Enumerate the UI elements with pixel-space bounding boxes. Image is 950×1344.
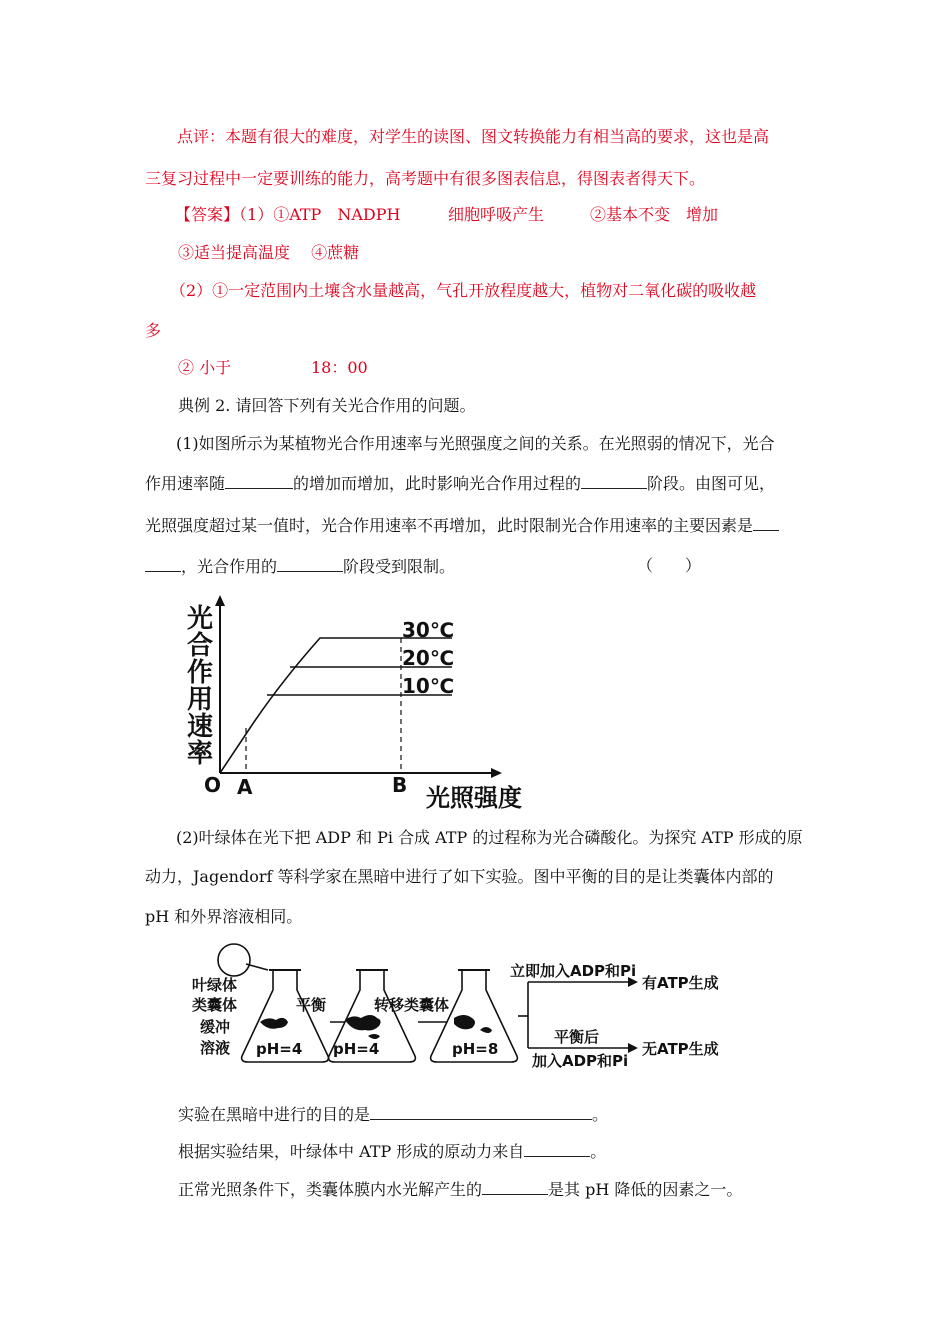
- y-label-char-3: 作: [186, 658, 214, 688]
- fill-1-text: 实验在黑暗中进行的目的是: [178, 1105, 371, 1124]
- step-2-label: 转移类囊体: [374, 996, 450, 1014]
- q2-line-2: 动力，Jagendorf 等科学家在黑暗中进行了如下实验。图中平衡的目的是让类囊体内部的: [145, 867, 774, 886]
- step-1-label: 平衡: [296, 996, 327, 1014]
- answer-p1-a: （1）①ATP NADPH: [239, 205, 401, 224]
- fill-line-1: [178, 1103, 608, 1126]
- q1-blank-3b[interactable]: [145, 555, 181, 572]
- q1-line-3-text: 光照强度超过某一值时，光合作用速率不再增加，此时限制光合作用速率的主要因素是: [145, 516, 754, 535]
- y-label-char-1: 光: [186, 604, 214, 634]
- y-label-char-5: 速: [186, 712, 214, 742]
- q1-line-4-a: ，光合作用的: [181, 557, 278, 576]
- fill-3-a: 正常光照条件下，类囊体膜内水光解产生的: [178, 1180, 483, 1199]
- origin-label: O: [204, 773, 222, 797]
- fill-3-b: 是其 pH 降低的因素之一。: [548, 1180, 743, 1199]
- fill-line-2: [178, 1140, 606, 1163]
- branch-bottom-label-2: 加入ADP和Pi: [532, 1052, 629, 1070]
- tick-label-b: B: [392, 773, 408, 797]
- fill-blank-3[interactable]: [482, 1178, 548, 1195]
- comment-line-2: 三复习过程中一定要训练的能力，高考题中有很多图表信息，得图表者得天下。: [145, 169, 706, 188]
- y-label-char-4: 用: [186, 685, 214, 715]
- fill-2-end: 。: [590, 1142, 607, 1161]
- q2-line-1: (2)叶绿体在光下把 ADP 和 Pi 合成 ATP 的过程称为光合磷酸化。为探究 ATP 形成的原: [176, 828, 803, 847]
- label-line-2: 类囊体: [192, 996, 238, 1014]
- label-line-4: 溶液: [200, 1039, 231, 1057]
- curve-label-10c: 10℃: [402, 674, 455, 698]
- answer-p2-c-a: ② 小于: [178, 358, 232, 377]
- fill-line-3: [178, 1178, 742, 1201]
- y-axis-arrow: [215, 595, 225, 606]
- q1-line-4-b: 阶段受到限制。: [343, 557, 456, 576]
- label-line-1: 叶绿体: [192, 976, 238, 994]
- branch-top-result: 有ATP生成: [642, 974, 719, 992]
- question-title: 典例 2. 请回答下列有关光合作用的问题。: [178, 396, 476, 415]
- flask-1-ph: pH=4: [256, 1040, 303, 1058]
- q1-line-3: [145, 514, 779, 537]
- answer-tag: 【答案】: [175, 205, 240, 224]
- fill-blank-2[interactable]: [524, 1140, 590, 1157]
- answer-p1-b: 细胞呼吸产生: [448, 205, 545, 224]
- answer-p1-c: ②基本不变 增加: [590, 205, 719, 224]
- y-label-char-2: 合: [186, 631, 214, 661]
- q1-line-1: (1)如图所示为某植物光合作用速率与光照强度之间的关系。在光照弱的情况下，光合: [176, 434, 775, 453]
- q1-line-4: [145, 555, 455, 578]
- comment-line-1: 点评：本题有很大的难度，对学生的读图、图文转换能力有相当高的要求，这也是高: [177, 127, 770, 146]
- curve-label-20c: 20℃: [402, 646, 455, 670]
- x-axis-label: 光照强度: [426, 784, 522, 812]
- answer-p1-d: ③适当提高温度 ④蔗糖: [178, 243, 360, 262]
- q1-line-2-c: 阶段。由图可见，: [647, 474, 776, 493]
- answer-p2-line-1: （2）①一定范围内土壤含水量越高，气孔开放程度越大，植物对二氧化碳的吸收越: [170, 281, 757, 300]
- fill-2-text: 根据实验结果，叶绿体中 ATP 形成的原动力来自: [178, 1142, 525, 1161]
- q1-blank-2[interactable]: [581, 472, 647, 489]
- answer-line-1: [175, 204, 400, 226]
- q1-line-2-a: 作用速率随: [145, 474, 226, 493]
- dropper-tube: [246, 964, 268, 970]
- flask-2-ph: pH=4: [333, 1040, 380, 1058]
- curve-label-30c: 30℃: [402, 618, 455, 642]
- fill-blank-1[interactable]: [370, 1103, 592, 1120]
- q1-line-2-b: 的增加而增加，此时影响光合作用过程的: [293, 474, 582, 493]
- branch-bottom-label-1: 平衡后: [554, 1028, 600, 1046]
- flask-3-ph: pH=8: [452, 1040, 499, 1058]
- branch-bottom-result: 无ATP生成: [642, 1040, 719, 1058]
- label-line-3: 缓冲: [200, 1018, 231, 1036]
- q1-blank-1[interactable]: [225, 472, 293, 489]
- q1-blank-4[interactable]: [277, 555, 343, 572]
- q1-paren: （ ）: [637, 556, 702, 575]
- fill-1-end: 。: [592, 1105, 609, 1124]
- answer-p2-line-2: 多: [145, 321, 162, 340]
- q1-line-2: [145, 472, 775, 495]
- x-axis-arrow: [491, 768, 502, 778]
- rate-light-graph: [180, 595, 530, 815]
- branch-top-label: 立即加入ADP和Pi: [510, 962, 637, 980]
- y-label-char-6: 率: [186, 739, 214, 769]
- branch-bottom-arrow-head: [628, 1043, 638, 1053]
- q2-line-3: pH 和外界溶液相同。: [145, 907, 303, 926]
- answer-p2-c-b: 18：00: [311, 358, 368, 377]
- experiment-diagram: [190, 938, 740, 1078]
- tick-label-a: A: [237, 775, 253, 799]
- dropper-bulb: [218, 944, 250, 976]
- q1-blank-3a[interactable]: [753, 514, 779, 531]
